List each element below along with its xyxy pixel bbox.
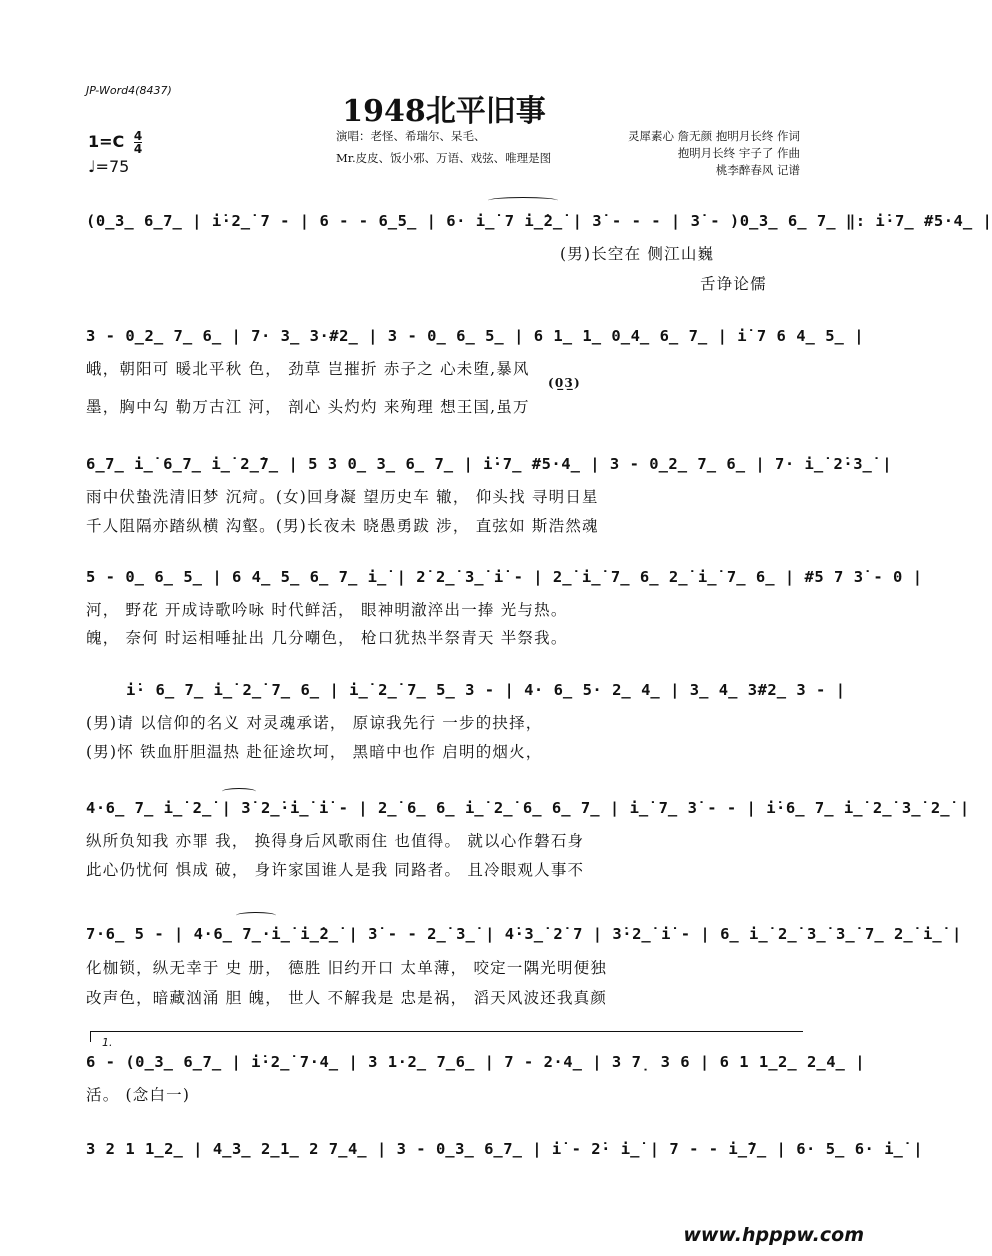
lyric-line: (男)长空在 侧江山巍: [560, 245, 715, 263]
music-system-9: 3 2 1 1̲2̲ | 4̲3̲ 2̲1̲ 2 7̲4̲ | 3 - 0̲3̲ 6̲7̲ | i̇ - 2̇· i̲̇ | 7 - - i̲̇7̲ | 6· 5̲ 6· i̲̇ |: [86, 1140, 924, 1158]
lyric-line: 改声色，暗藏汹涌 胆 魄， 世人 不解我是 忠是祸， 滔天风波还我真颜: [86, 989, 608, 1007]
time-signature: [134, 130, 142, 155]
software-label: JP-Word4(8437): [86, 84, 172, 97]
lyric-line: (男)怀 铁血肝胆温热 赴征途坎坷， 黑暗中也作 启明的烟火，: [86, 743, 543, 761]
music-system-2: 3 - 0̲2̲ 7̲ 6̲ | 7· 3̲ 3·#2̲ | 3 - 0̲ 6̲ 5̲ | 6 1̲ 1̲ 0̲4̲ 6̲ 7̲ | i̇ 7 6 4̲ 5̲ |: [86, 327, 865, 345]
lyric-line: 纵所负知我 亦罪 我， 换得身后风歌雨住 也值得。 就以心作磐石身: [86, 832, 585, 850]
music-system-6: 4·6̲ 7̲ i̲̇ 2̲̇ | 3̇ 2̲̇·i̲̇ i̇ - | 2̲̇ 6̲ 6̲ i̲̇ 2̲̇ 6̲ 6̲ 7̲ | i̲̇ 7̲ 3̇ - - | i̇·6̲ 7̲ i̲̇ 2̲̇ 3̲̇ 2̲̇ |: [86, 799, 970, 817]
lyric-line: 魄， 奈何 时运相唾扯出 几分嘲色， 枪口犹热半祭青天 半祭我。: [86, 629, 568, 647]
lyric-line: 墨，胸中勾 勒万古江 河， 剖心 头灼灼 来殉理 想王国,虽万: [86, 398, 530, 416]
time-top: 4: [133, 129, 143, 143]
tempo-marking: ♩=75: [88, 157, 130, 176]
tie-mark: [236, 912, 276, 919]
music-system-1: (0̲3̲ 6̲7̲ | i̇·2̲̇ 7 - | 6 - - 6̲5̲ | 6· i̲̇ 7 i̲̇2̲̇ | 3̇ - - - | 3̇ - )0̲3̲ 6̲ 7̲ ‖: i̇·7̲ #5·4̲ |: [86, 212, 992, 230]
volta-label: 1.: [102, 1036, 113, 1049]
credits-block: [628, 128, 800, 179]
credit-composer: 抱明月长终 宇子了 作曲: [677, 146, 800, 160]
music-system-5: i̇· 6̲ 7̲ i̲̇ 2̲̇ 7̲ 6̲ | i̲̇ 2̲̇ 7̲ 5̲ 3 - | 4· 6̲ 5· 2̲ 4̲ | 3̲ 4̲ 3#2̲ 3 - |: [126, 681, 846, 699]
lyric-line: 河， 野花 开成诗歌吟咏 时代鲜活， 眼神明澈淬出一捧 光与热。: [86, 601, 568, 619]
time-bottom: 4: [133, 142, 143, 156]
music-system-7: 7·6̲ 5 - | 4·6̲ 7̲·i̲̇ i̲̇2̲̇ | 3̇ - - 2̲̇ 3̲̇ | 4̇·3̲̇ 2̇ 7 | 3̇·2̲̇ i̇ - | 6̲ i̲̇ 2̲̇ 3̲̇ 3̲̇ 7̲ 2̲̇ i̲̇ |: [86, 925, 962, 943]
lyric-line: 峨，朝阳可 暖北平秋 色， 劲草 岂摧折 赤子之 心未堕,暴风: [86, 360, 530, 378]
tie-mark: [222, 788, 256, 795]
lyric-line: 化枷锁，纵无幸于 史 册， 德胜 旧约开口 太单薄， 咬定一隅光明便独: [86, 959, 608, 977]
lyric-line: (男)请 以信仰的名义 对灵魂承诺， 原谅我先行 一步的抉择，: [86, 714, 543, 732]
lyric-line: 千人阻隔亦踏纵横 沟壑。(男)长夜未 晓愚勇跋 涉， 直弦如 斯浩然魂: [86, 517, 599, 535]
tie-mark: [488, 197, 558, 204]
watermark: www.hpppw.com: [683, 1224, 864, 1246]
singers-line-2: Mr.皮皮、饭小邪、万语、戏弦、唯理是图: [336, 151, 552, 165]
lyric-line: 活。 (念白一): [86, 1086, 191, 1104]
music-system-4: 5 - 0̲ 6̲ 5̲ | 6 4̲ 5̲ 6̲ 7̲ i̲̇ | 2̇ 2̲̇ 3̲̇ i̇ - | 2̲̇ i̲̇ 7̲ 6̲ 2̲̇ i̲̇ 7̲ 6̲ | #5 7 3̇ - 0 |: [86, 568, 923, 586]
credit-lyrics: 灵犀素心 詹无颜 抱明月长终 作词: [628, 129, 800, 143]
alt-notes: (0̲3̲): [548, 376, 581, 390]
lyric-line: 舌诤论儒: [700, 275, 767, 293]
lyric-line: 此心仍忧何 惧成 破， 身许家国谁人是我 同路者。 且冷眼观人事不: [86, 861, 585, 879]
key-signature: [88, 130, 142, 155]
volta-bracket: [90, 1031, 803, 1042]
singers-line-1: 演唱：老怪、希瑞尔、呆毛、: [336, 129, 486, 143]
music-system-3: 6̲7̲ i̲̇ 6̲7̲ i̲̇ 2̲̇7̲ | 5 3 0̲ 3̲ 6̲ 7̲ | i̇·7̲ #5·4̲ | 3 - 0̲2̲ 7̲ 6̲ | 7· i̲̇ 2̇·3̲̇ |: [86, 455, 893, 473]
credit-transcriber: 桃李醉春风 记谱: [715, 163, 800, 177]
key-text: 1=C: [88, 132, 125, 151]
lyric-line: 雨中伏蛰洗清旧梦 沉疴。(女)回身凝 望历史车 辙， 仰头找 寻明日星: [86, 488, 599, 506]
music-system-8: 6 - (0̲3̲ 6̲7̲ | i̇·2̲̇ 7·4̲ | 3 1·2̲ 7̲6̲ | 7 - 2·4̲ | 3 7̣ 3 6 | 6 1 1̲2̲ 2̲4̲ |: [86, 1053, 866, 1071]
song-title: 1948北平旧事: [342, 94, 546, 129]
